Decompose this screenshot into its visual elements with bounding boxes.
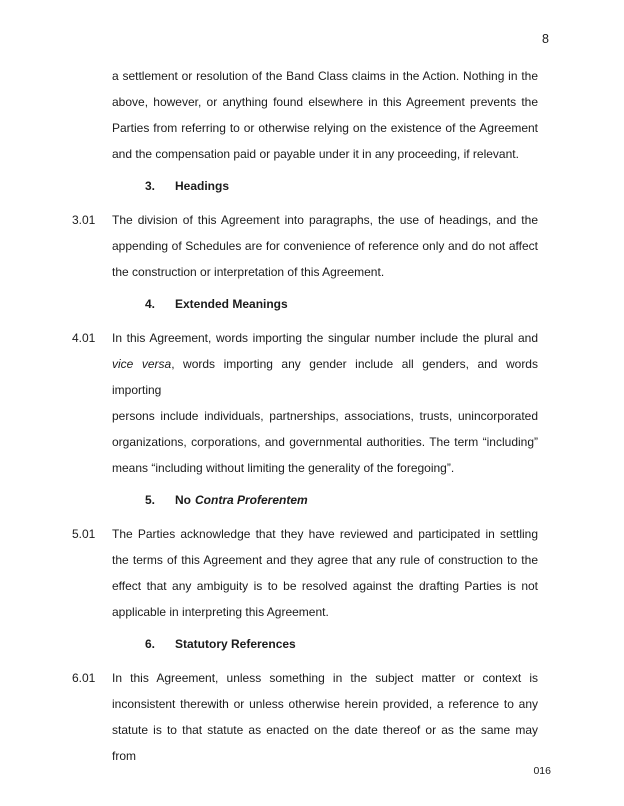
paragraph-line: statute is to that statute as enacted on the date thereof or as the same may from (112, 723, 538, 763)
heading-title: Extended Meanings (175, 297, 288, 311)
heading-number: 3. (145, 179, 156, 193)
intro-paragraph-text (112, 63, 538, 167)
paragraph-number: 6.01 (72, 671, 96, 685)
paragraph-line: a settlement or resolution of the Band Class claims in the Action. Nothing in the (112, 69, 538, 83)
paragraph-number: 4.01 (72, 331, 96, 345)
footer-page-number: 016 (533, 765, 551, 777)
heading-title: No (175, 493, 191, 507)
heading-title: Statutory References (175, 637, 296, 651)
paragraph-line: The division of this Agreement into paragraphs, the use of headings, and the (112, 213, 538, 227)
section-statutory-references (72, 631, 538, 769)
paragraph-line: inconsistent therewith or unless otherwise herein provided, a reference to any (112, 697, 538, 711)
italic-text-segment: vice versa (112, 357, 172, 371)
numbered-paragraph (72, 521, 538, 625)
heading-title: Headings (175, 179, 230, 193)
paragraph-line (112, 351, 538, 403)
heading-number: 6. (145, 637, 156, 651)
paragraph-number: 5.01 (72, 527, 96, 541)
section-heading (112, 173, 538, 199)
page-number: 8 (542, 32, 549, 46)
intro-paragraph (112, 63, 538, 167)
paragraph-line: the construction or interpretation of this Agreement. (112, 265, 385, 279)
section-no-contra-proferentem (72, 487, 538, 625)
section-heading (112, 631, 538, 657)
section-heading (112, 291, 538, 317)
paragraph-line: The Parties acknowledge that they have reviewed and participated in settling (112, 527, 538, 541)
paragraph-line: In this Agreement, words importing the singular number include the plural and (112, 331, 538, 345)
numbered-paragraph (72, 665, 538, 769)
paragraph-line: persons include individuals, partnerships, associations, trusts, unincorporated (112, 409, 538, 423)
heading-number: 5. (145, 493, 156, 507)
section-headings (72, 173, 538, 285)
section-heading (112, 487, 538, 513)
paragraph-number: 3.01 (72, 213, 96, 227)
paragraph-text (112, 207, 538, 285)
paragraph-line: Parties from referring to or otherwise relying on the existence of the Agreement (112, 121, 538, 135)
paragraph-line: and the compensation paid or payable under it in any proceeding, if relevant. (112, 147, 519, 161)
text-segment: , words importing any gender include all genders, and words importing (112, 357, 538, 397)
heading-number: 4. (145, 297, 156, 311)
section-extended-meanings (72, 291, 538, 481)
paragraph-text (112, 325, 538, 481)
paragraph-text (112, 521, 538, 625)
numbered-paragraph (72, 325, 538, 481)
paragraph-line: the terms of this Agreement and they agree that any rule of construction to the (112, 553, 538, 567)
document-body (72, 63, 538, 769)
paragraph-line: applicable in interpreting this Agreement. (112, 605, 329, 619)
heading-title-italic: Contra Proferentem (195, 493, 308, 507)
paragraph-line: appending of Schedules are for convenience of reference only and do not affect (112, 239, 538, 253)
paragraph-text (112, 665, 538, 769)
paragraph-line: In this Agreement, unless something in the subject matter or context is (112, 671, 538, 685)
paragraph-line: effect that any ambiguity is to be resolved against the drafting Parties is not (112, 579, 538, 593)
paragraph-line: above, however, or anything found elsewhere in this Agreement prevents the (112, 95, 538, 109)
paragraph-line: means “including without limiting the generality of the foregoing”. (112, 461, 455, 475)
paragraph-line: organizations, corporations, and governmental authorities. The term “including” (112, 435, 538, 449)
numbered-paragraph (72, 207, 538, 285)
